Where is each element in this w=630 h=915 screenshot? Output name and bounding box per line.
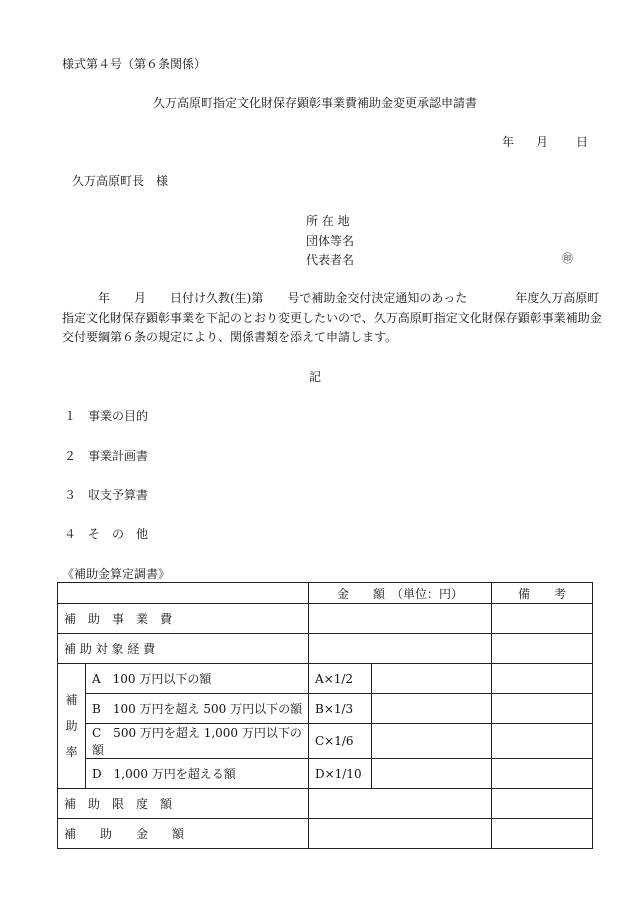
amount-cell: [372, 664, 492, 694]
amount-cell: [309, 819, 492, 849]
date-line: [502, 133, 588, 150]
amount-cell: [309, 634, 492, 664]
row-project-cost-label: 補 助 事 業 費: [58, 604, 309, 634]
addressee: 久万高原町長 様: [72, 174, 169, 188]
body-paragraph: [62, 289, 602, 348]
table-row: [58, 604, 593, 634]
item-budget: ３ 収支予算書: [64, 488, 149, 502]
table-row: [58, 634, 593, 664]
body-line-2: 指定文化財保存顕彰事業を下記のとおり変更したいので、久万高原町指定文化財保存顕彰事業補助金: [62, 310, 602, 325]
address-label: 所 在 地: [306, 214, 350, 228]
amount-cell: [309, 604, 492, 634]
row-eligible-cost-label: 補 助 対 象 経 費: [58, 634, 309, 664]
header-empty-cell: [58, 583, 309, 604]
table-row: [58, 694, 593, 724]
remarks-cell: [492, 819, 593, 849]
remarks-cell: [492, 694, 593, 724]
date-year: 年: [502, 135, 515, 149]
table-row: [58, 789, 593, 819]
remarks-cell: [492, 789, 593, 819]
remarks-cell: [492, 664, 593, 694]
table-row: [58, 664, 593, 694]
amount-cell: [309, 789, 492, 819]
header-amount: 金 額 （単位：円）: [309, 583, 492, 604]
remarks-cell: [492, 759, 593, 789]
row-subsidy-amount-label: 補 助 金 額: [58, 819, 309, 849]
amount-cell: [372, 694, 492, 724]
rate-c-formula: C×1/6: [309, 724, 372, 759]
item-other: ４ そ の 他: [64, 527, 149, 541]
rate-c-label: C 500 万円を超え 1,000 万円以下の額: [86, 724, 309, 759]
amount-cell: [372, 724, 492, 759]
body-line-1: 年 月 日付け久教(生)第 号で補助金交付決定通知のあった 年度久万高原町: [62, 291, 600, 305]
rate-label-char-3: 率: [65, 745, 78, 759]
rate-label-cell: [58, 664, 86, 789]
item-purpose: １ 事業の目的: [64, 409, 149, 423]
rate-b-formula: B×1/3: [309, 694, 372, 724]
ki-heading: 記: [308, 370, 321, 384]
remarks-cell: [492, 604, 593, 634]
table-header-row: [58, 583, 593, 604]
date-month: 月: [536, 135, 549, 149]
subsidy-calculation-table: [57, 582, 593, 849]
seal-mark: ㊞: [562, 252, 573, 265]
item-plan: ２ 事業計画書: [64, 449, 149, 463]
amount-cell: [372, 759, 492, 789]
remarks-cell: [492, 634, 593, 664]
table-row: [58, 759, 593, 789]
representative-label: 代表者名: [306, 253, 355, 267]
table-row: [58, 724, 593, 759]
date-day: 日: [576, 135, 589, 149]
rate-b-label: B 100 万円を超え 500 万円以下の額: [86, 694, 309, 724]
applicant-block: [306, 212, 354, 271]
row-limit-label: 補 助 限 度 額: [58, 789, 309, 819]
table-row: [58, 819, 593, 849]
form-number: 様式第４号（第６条関係）: [62, 57, 207, 71]
rate-d-label: D 1,000 万円を超える額: [86, 759, 309, 789]
rate-a-label: A 100 万円以下の額: [86, 664, 309, 694]
rate-label-char-2: 助: [65, 719, 78, 733]
header-remarks: 備 考: [492, 583, 593, 604]
rate-a-formula: A×1/2: [309, 664, 372, 694]
organization-label: 団体等名: [306, 233, 355, 248]
rate-label-char-1: 補: [65, 693, 78, 707]
table-caption: 《補助金算定調書》: [62, 567, 171, 581]
document-title: 久万高原町指定文化財保存顕彰事業費補助金変更承認申請書: [152, 96, 477, 110]
body-line-3: 交付要綱第６条の規定により、関係書類を添えて申請します。: [62, 330, 398, 344]
remarks-cell: [492, 724, 593, 759]
rate-d-formula: D×1/10: [309, 759, 372, 789]
